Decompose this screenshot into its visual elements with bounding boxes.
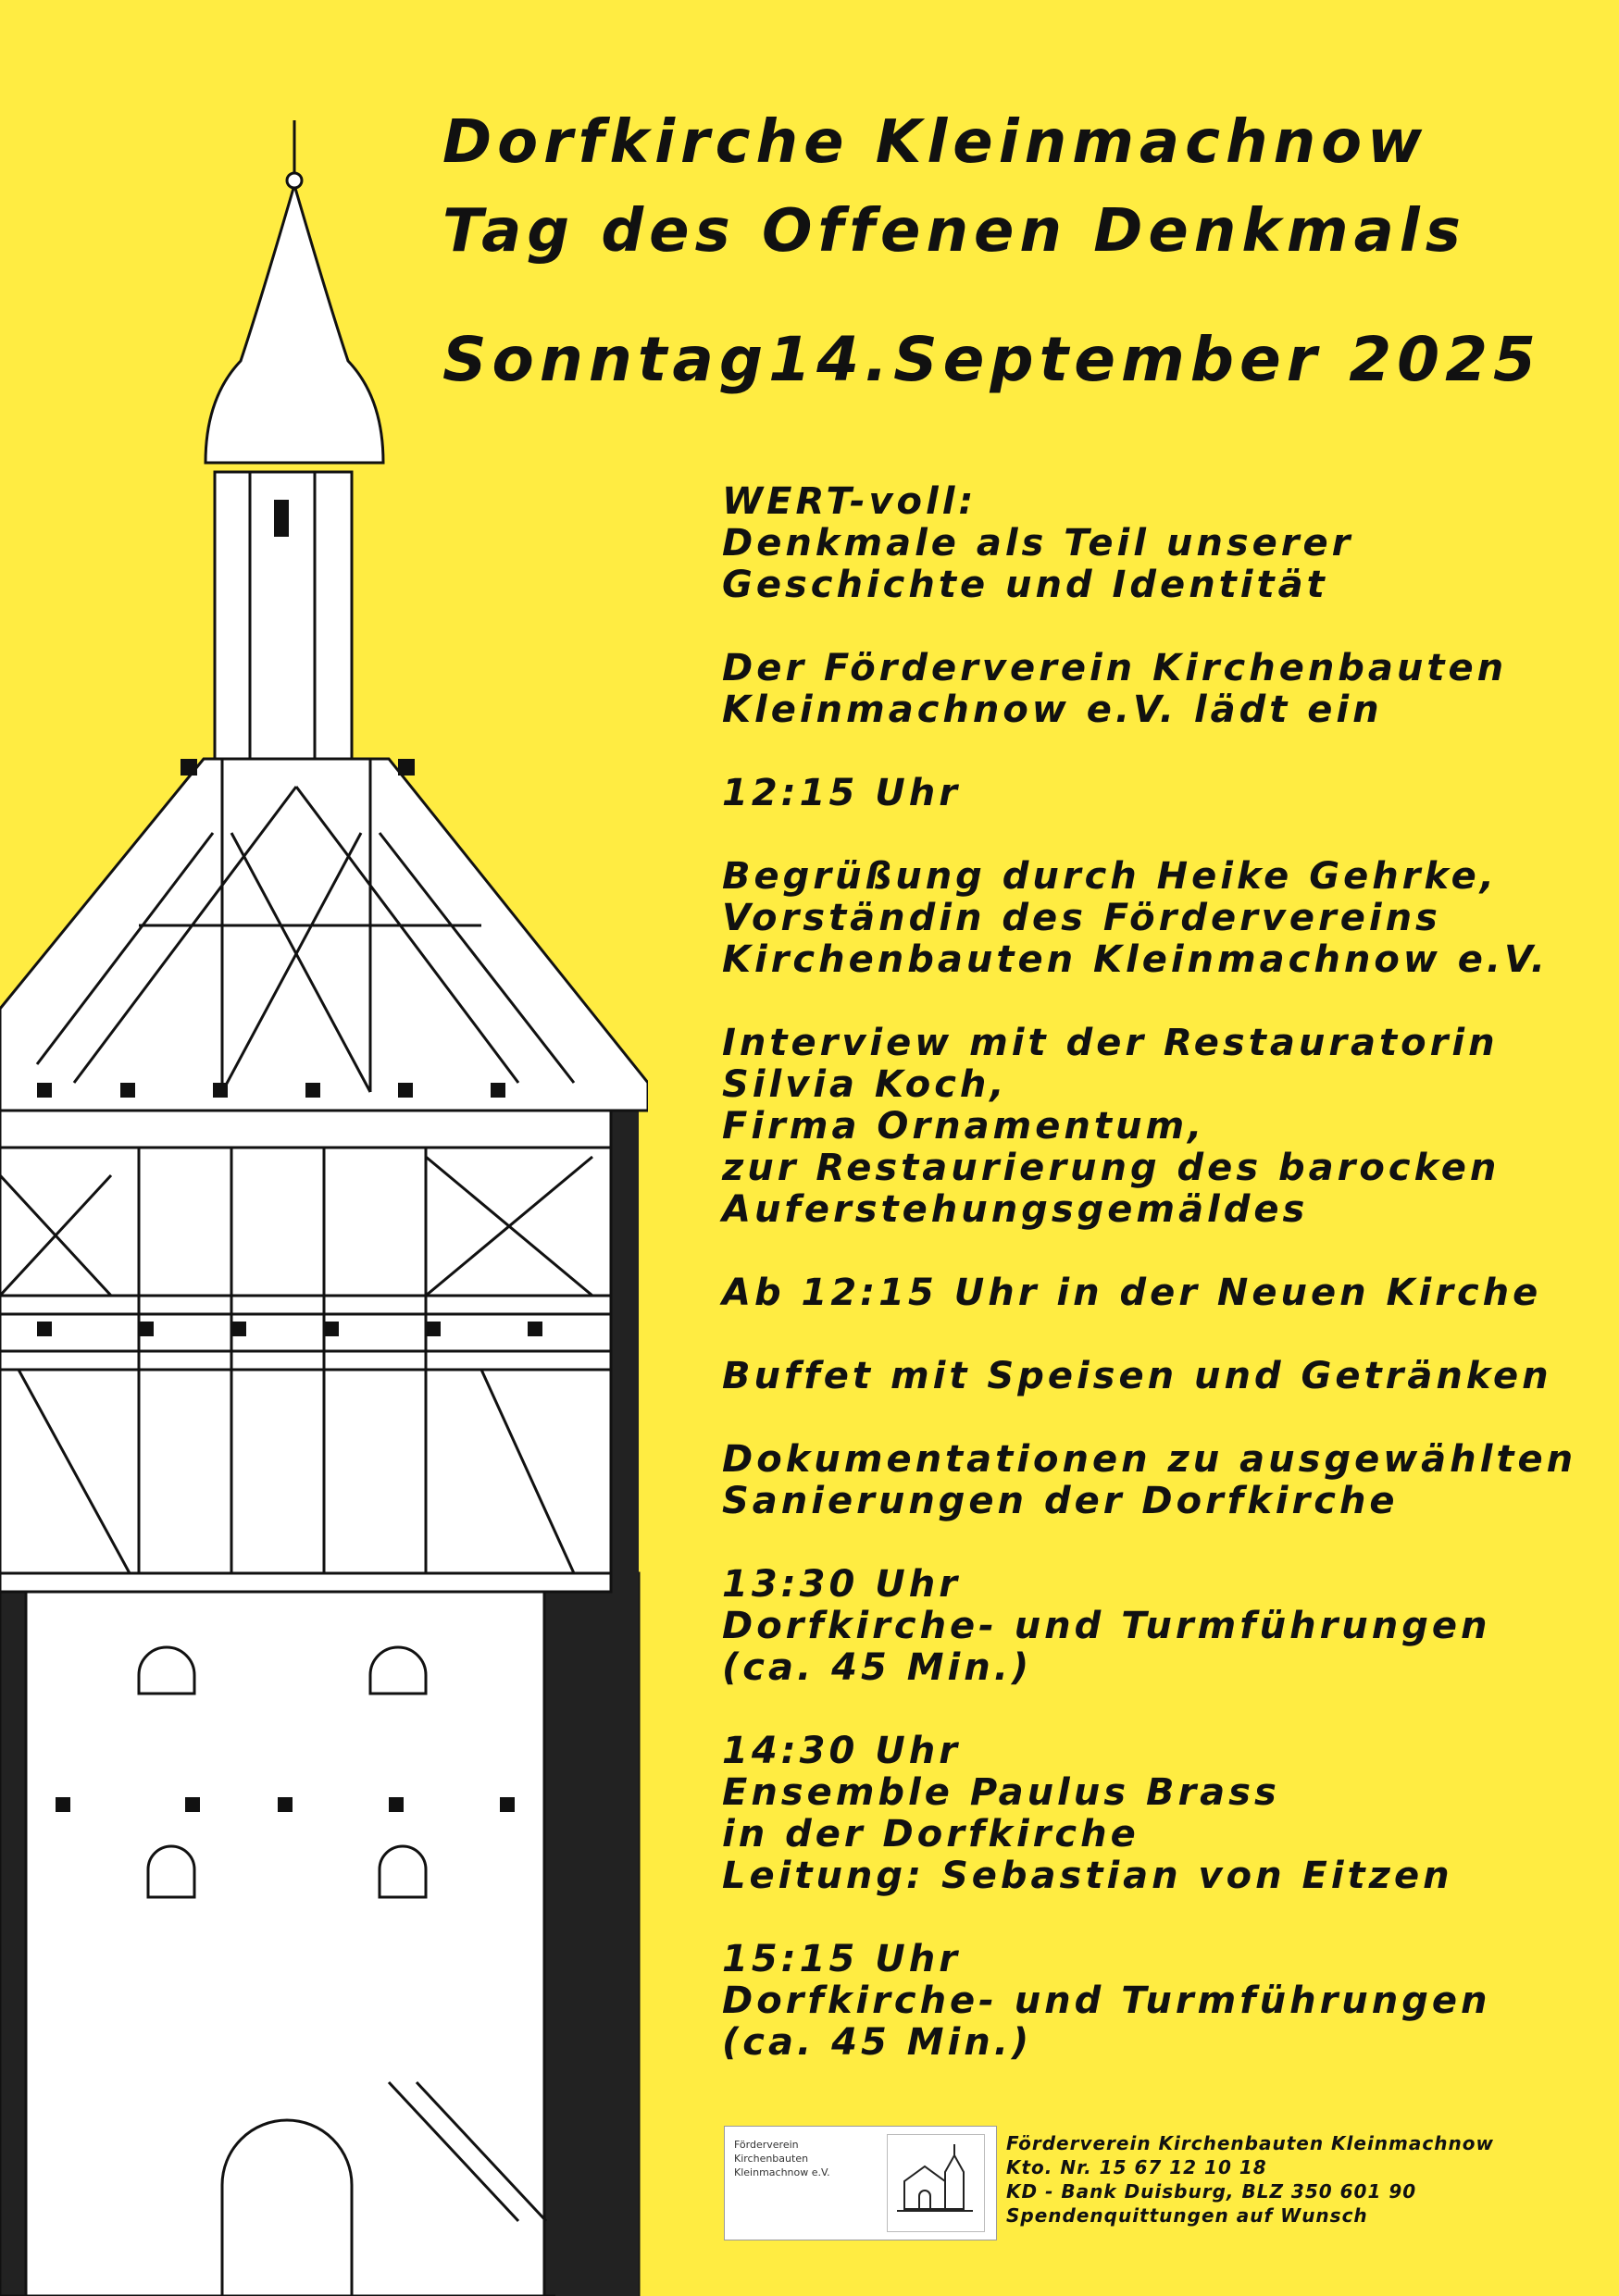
program-line: Auferstehungsgemäldes xyxy=(722,1188,1309,1231)
program-line: Kleinmachnow e.V. lädt ein xyxy=(722,689,1383,731)
program-item xyxy=(722,1272,1611,1314)
program-line: Sanierungen der Dorfkirche xyxy=(722,1480,1399,1522)
program-line: Leitung: Sebastian von Eitzen xyxy=(722,1855,1453,1897)
program-line: 12:15 Uhr xyxy=(722,772,961,814)
program-line: (ca. 45 Min.) xyxy=(722,2021,1033,2064)
program-item xyxy=(722,1439,1611,1522)
bank-logo-box xyxy=(724,2126,997,2240)
program-line: zur Restaurierung des barocken xyxy=(722,1147,1501,1189)
program-line: Dorfkirche- und Turmführungen xyxy=(722,1980,1491,2022)
bank-line: Kto. Nr. 15 67 12 10 18 xyxy=(1006,2156,1267,2178)
program-line: Ensemble Paulus Brass xyxy=(722,1771,1280,1814)
program-line: Dorfkirche- und Turmführungen xyxy=(722,1605,1491,1647)
bank-logo-line: Förderverein xyxy=(734,2139,799,2151)
program-item xyxy=(722,1731,1611,1897)
program-line: (ca. 45 Min.) xyxy=(722,1646,1033,1689)
bank-details xyxy=(1006,2131,1494,2228)
program-line: Ab 12:15 Uhr in der Neuen Kirche xyxy=(722,1272,1542,1314)
title-line-1: Dorfkirche Kleinmachnow xyxy=(442,108,1428,177)
program-line: in der Dorfkirche xyxy=(722,1813,1140,1855)
title-line-2: Tag des Offenen Denkmals xyxy=(442,197,1466,266)
program-line: Dokumentationen zu ausgewählten xyxy=(722,1438,1577,1481)
program-item xyxy=(722,648,1611,731)
bank-line: KD - Bank Duisburg, BLZ 350 601 90 xyxy=(1006,2180,1417,2203)
program-item xyxy=(722,1564,1611,1689)
program-line: Denkmale als Teil unserer xyxy=(722,522,1354,565)
event-date: Sonntag14.September 2025 xyxy=(442,324,1541,395)
program-line: 15:15 Uhr xyxy=(722,1938,961,1980)
program-line: Kirchenbauten Kleinmachnow e.V. xyxy=(722,938,1549,981)
program-line: 13:30 Uhr xyxy=(722,1563,961,1606)
program-item xyxy=(722,481,1611,606)
bank-logo-text xyxy=(734,2138,830,2179)
program-list xyxy=(722,481,1611,2105)
program-line: Buffet mit Speisen und Getränken xyxy=(722,1355,1552,1397)
bank-logo-line: Kleinmachnow e.V. xyxy=(734,2166,830,2178)
church-logo-icon xyxy=(887,2134,985,2232)
program-line: Silvia Koch, xyxy=(722,1063,1008,1106)
program-item xyxy=(722,773,1611,814)
program-item xyxy=(722,856,1611,981)
program-line: 14:30 Uhr xyxy=(722,1730,961,1772)
program-line: Der Förderverein Kirchenbauten xyxy=(722,647,1508,689)
program-item xyxy=(722,1939,1611,2064)
program-line: Firma Ornamentum, xyxy=(722,1105,1206,1148)
bank-logo-line: Kirchenbauten xyxy=(734,2153,809,2165)
program-line: Vorständin des Fördervereins xyxy=(722,897,1441,939)
program-line: Begrüßung durch Heike Gehrke, xyxy=(722,855,1498,898)
bank-line: Förderverein Kirchenbauten Kleinmachnow xyxy=(1006,2132,1494,2154)
program-item xyxy=(722,1023,1611,1231)
program-line: Geschichte und Identität xyxy=(722,564,1328,606)
program-line: WERT-voll: xyxy=(722,480,978,523)
bank-line: Spendenquittungen auf Wunsch xyxy=(1006,2204,1368,2227)
program-item xyxy=(722,1356,1611,1397)
program-line: Interview mit der Restauratorin xyxy=(722,1022,1499,1064)
